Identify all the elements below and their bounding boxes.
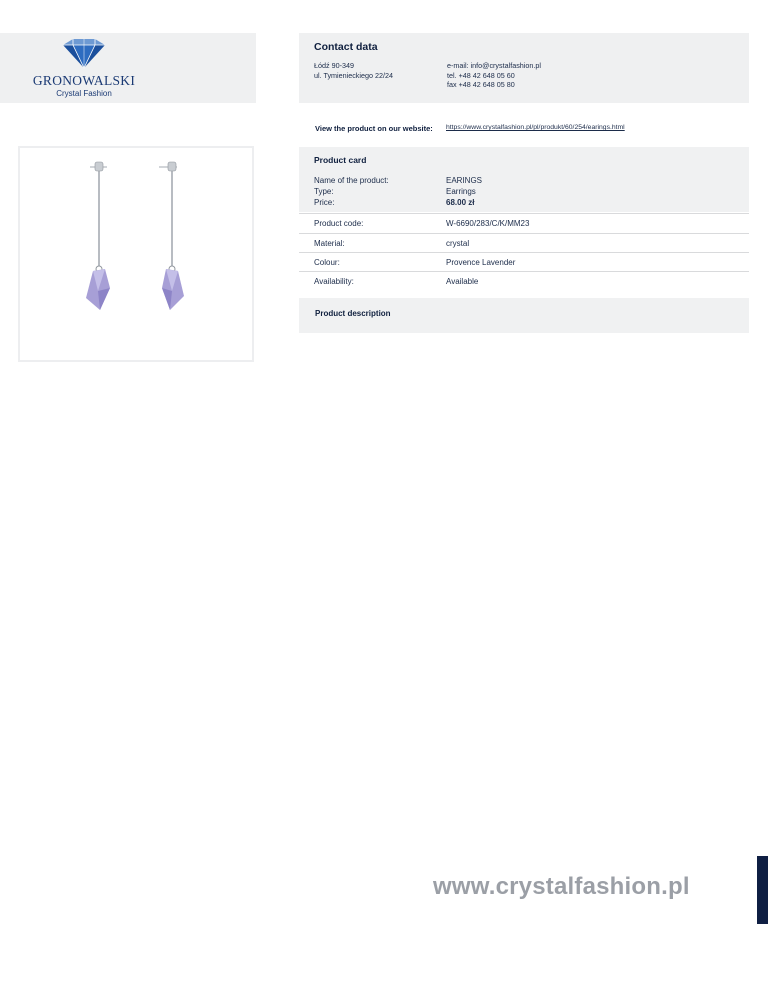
product-labels [314,175,389,208]
price-label: Price: [314,198,335,207]
logo-tagline: Crystal Fashion [56,89,112,98]
logo-box [0,33,256,103]
product-description [299,298,749,333]
table-row [299,213,749,234]
contact-email[interactable]: e-mail: info@crystalfashion.pl [447,61,541,70]
website-link[interactable]: https://www.crystalfashion.pl/pl/produkt/60/254/earings.html [446,124,625,131]
type-label: Type: [314,187,334,196]
website-label: View the product on our website: [315,124,433,133]
right-earring [159,162,184,310]
type-value: Earrings [446,187,476,196]
table-row [299,233,749,254]
row-label: Product code: [314,219,364,228]
row-label: Availability: [314,277,354,286]
price-value: 68.00 zł [446,198,475,207]
row-value: Provence Lavender [446,258,516,267]
product-photo [18,146,254,362]
footer-url: www.crystalfashion.pl [433,873,690,900]
row-value: W-6690/283/C/K/MM23 [446,219,530,228]
table-row [299,252,749,273]
website-line [315,124,755,133]
product-description-title: Product description [315,309,391,318]
product-card-header [299,147,749,212]
footer-accent-bar [757,856,768,924]
table-row [299,271,749,292]
product-card-title: Product card [314,155,367,165]
logo-brand: GRONOWALSKI [32,73,136,88]
contact-tel: tel. +48 42 648 05 60 [447,70,515,80]
diamond-logo-icon [61,39,107,69]
contact-panel [299,33,749,103]
product-values [446,175,482,208]
contact-title: Contact data [314,41,378,53]
row-value: crystal [446,239,470,248]
contact-details [447,61,541,90]
row-label: Colour: [314,258,340,267]
row-label: Material: [314,239,345,248]
name-label: Name of the product: [314,176,389,185]
product-card [299,147,749,333]
row-value: Available [446,277,479,286]
name-value: EARINGS [446,176,483,185]
contact-address [314,61,393,80]
left-earring [86,162,110,310]
address-line1: Łódź 90-349 [314,61,354,70]
address-line2: ul. Tymienieckiego 22/24 [314,70,393,80]
earrings-photo [20,148,252,360]
contact-fax: fax +48 42 648 05 80 [447,80,515,89]
